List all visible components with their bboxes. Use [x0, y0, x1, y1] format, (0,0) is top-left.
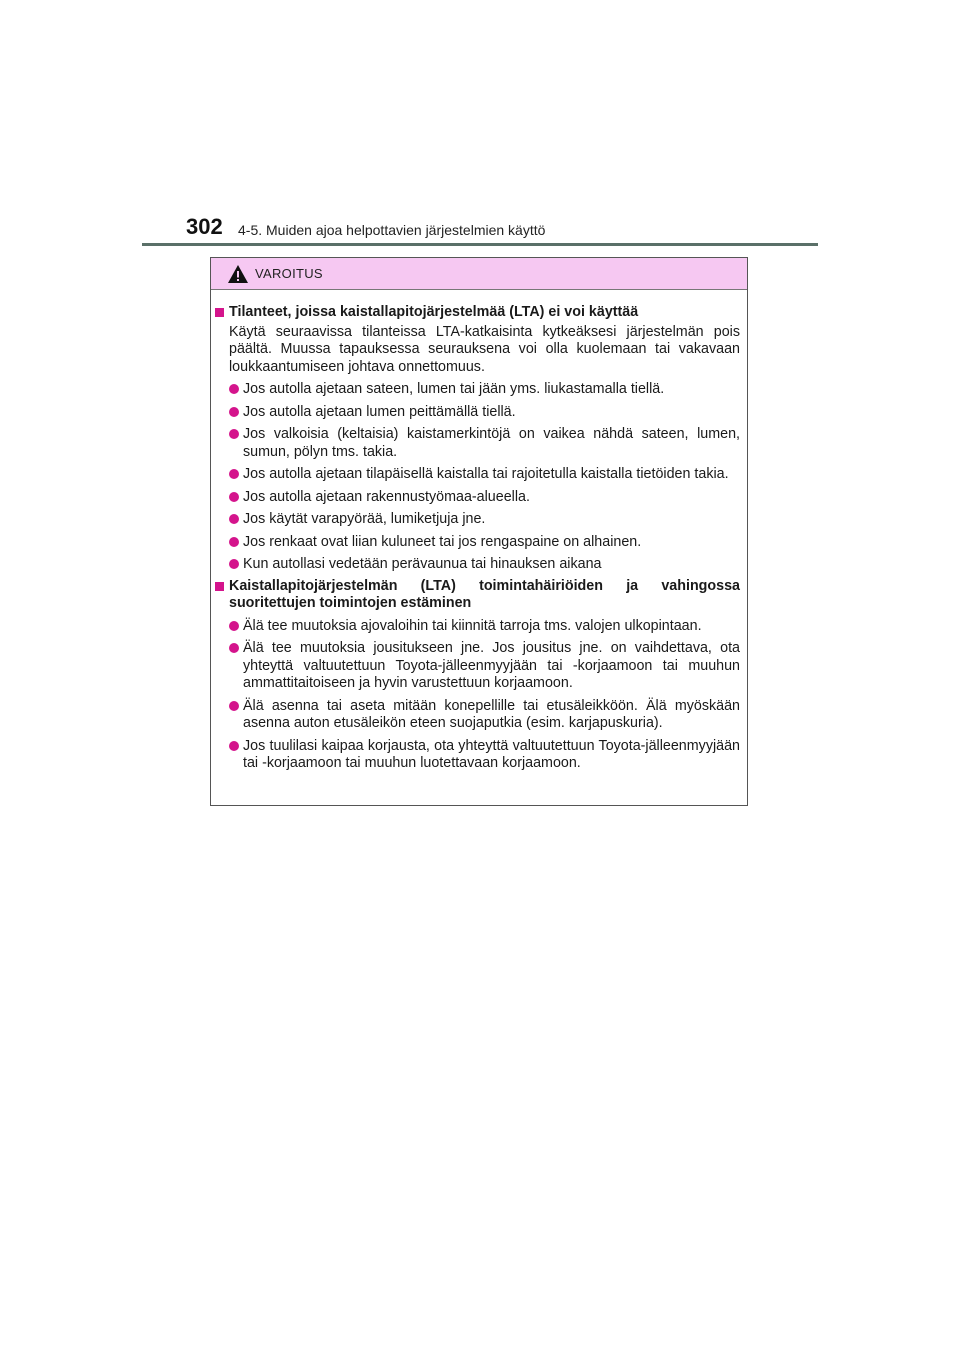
list-item [215, 534, 740, 552]
circle-bullet-icon [229, 489, 243, 501]
circle-bullet-icon [229, 556, 243, 568]
page-header [0, 0, 960, 250]
list-item-text: Jos autolla ajetaan sateen, lumen tai jään yms. liukastamalla tiellä. [243, 381, 665, 397]
circle-bullet-icon [229, 618, 243, 630]
circle-bullet-icon [229, 466, 243, 478]
square-bullet-icon [215, 581, 228, 592]
section-heading [215, 578, 740, 613]
list-item-text: Jos käytät varapyörää, lumiketjuja jne. [243, 511, 486, 527]
section-heading [215, 304, 740, 322]
list-item-text: Älä tee muutoksia jousitukseen jne. Jos jousitus jne. on vaihdettava, ota yhteyttä valtuutettuun Toyota-jälleenmyyjään tai -korjaamoon tai muuhun ammattitaitoiseen ja hyvin varustettuun korjaamoon. [243, 640, 740, 691]
warning-box [210, 257, 748, 806]
list-item [215, 618, 740, 636]
warning-triangle-icon [227, 264, 249, 284]
list-item-text: Älä tee muutoksia ajovaloihin tai kiinnitä tarroja tms. valojen ulkopintaan. [243, 617, 702, 634]
circle-bullet-icon [229, 534, 243, 546]
list-item [215, 489, 740, 507]
warning-title: VAROITUS [255, 266, 323, 281]
list-item [215, 640, 740, 693]
circle-bullet-icon [229, 404, 243, 416]
circle-bullet-icon [229, 640, 243, 652]
list-item-text: Jos renkaat ovat liian kuluneet tai jos rengaspaine on alhainen. [243, 533, 642, 550]
list-item-text: Jos autolla ajetaan rakennustyömaa-alueella. [243, 488, 530, 505]
circle-bullet-icon [229, 426, 243, 438]
list-item-text: Kun autollasi vedetään perävaunua tai hinauksen aikana [243, 556, 602, 572]
list-item [215, 698, 740, 733]
list-item-text: Älä asenna tai aseta mitään konepellille tai etusäleikköön. Älä myöskään asenna auton etusäleikön eteen suojaputkia (esim. karjapuskuria). [243, 697, 740, 731]
list-item-text: Jos valkoisia (keltaisia) kaistamerkintöjä on vaikea nähdä sateen, lumen, sumun, pölyn tms. takia. [243, 426, 740, 460]
page-number: 302 [186, 214, 223, 239]
list-item [215, 381, 740, 399]
header-rule [142, 243, 818, 246]
list-item [215, 511, 740, 529]
circle-bullet-icon [229, 381, 243, 393]
list-item [215, 404, 740, 422]
circle-bullet-icon [229, 511, 243, 523]
circle-bullet-icon [229, 698, 243, 710]
circle-bullet-icon [229, 738, 243, 750]
list-item-text: Jos autolla ajetaan tilapäisellä kaistalla tai rajoitetulla kaistalla tietöiden takia. [243, 466, 729, 482]
list-item-text: Jos tuulilasi kaipaa korjausta, ota yhteyttä valtuutettuun Toyota-jälleenmyyjään tai -korjaamoon tai muuhun luotettavaan korjaamoon. [243, 737, 740, 771]
section-heading-text: Kaistallapitojärjestelmän (LTA) toimintahäiriöiden ja vahingossa suoritettujen toimintojen estäminen [229, 577, 740, 611]
list-item [215, 466, 740, 484]
list-item [215, 738, 740, 773]
list-item [215, 556, 740, 574]
list-item [215, 426, 740, 461]
section-intro: Käytä seuraavissa tilanteissa LTA-katkaisinta kytkeäksesi järjestelmän pois päältä. Muussa tapauksessa seurauksena voi olla kuolemaan tai vakavaan loukkaantumiseen johtava onnettomuus. [229, 323, 740, 375]
list-item-text: Jos autolla ajetaan lumen peittämällä tiellä. [243, 403, 516, 420]
section-heading-text: Tilanteet, joissa kaistallapitojärjestelmää (LTA) ei voi käyttää [229, 304, 639, 320]
warning-body [211, 290, 747, 773]
square-bullet-icon [215, 307, 228, 318]
section-title: 4-5. Muiden ajoa helpottavien järjestelmien käyttö [238, 222, 546, 238]
warning-header [211, 258, 747, 290]
